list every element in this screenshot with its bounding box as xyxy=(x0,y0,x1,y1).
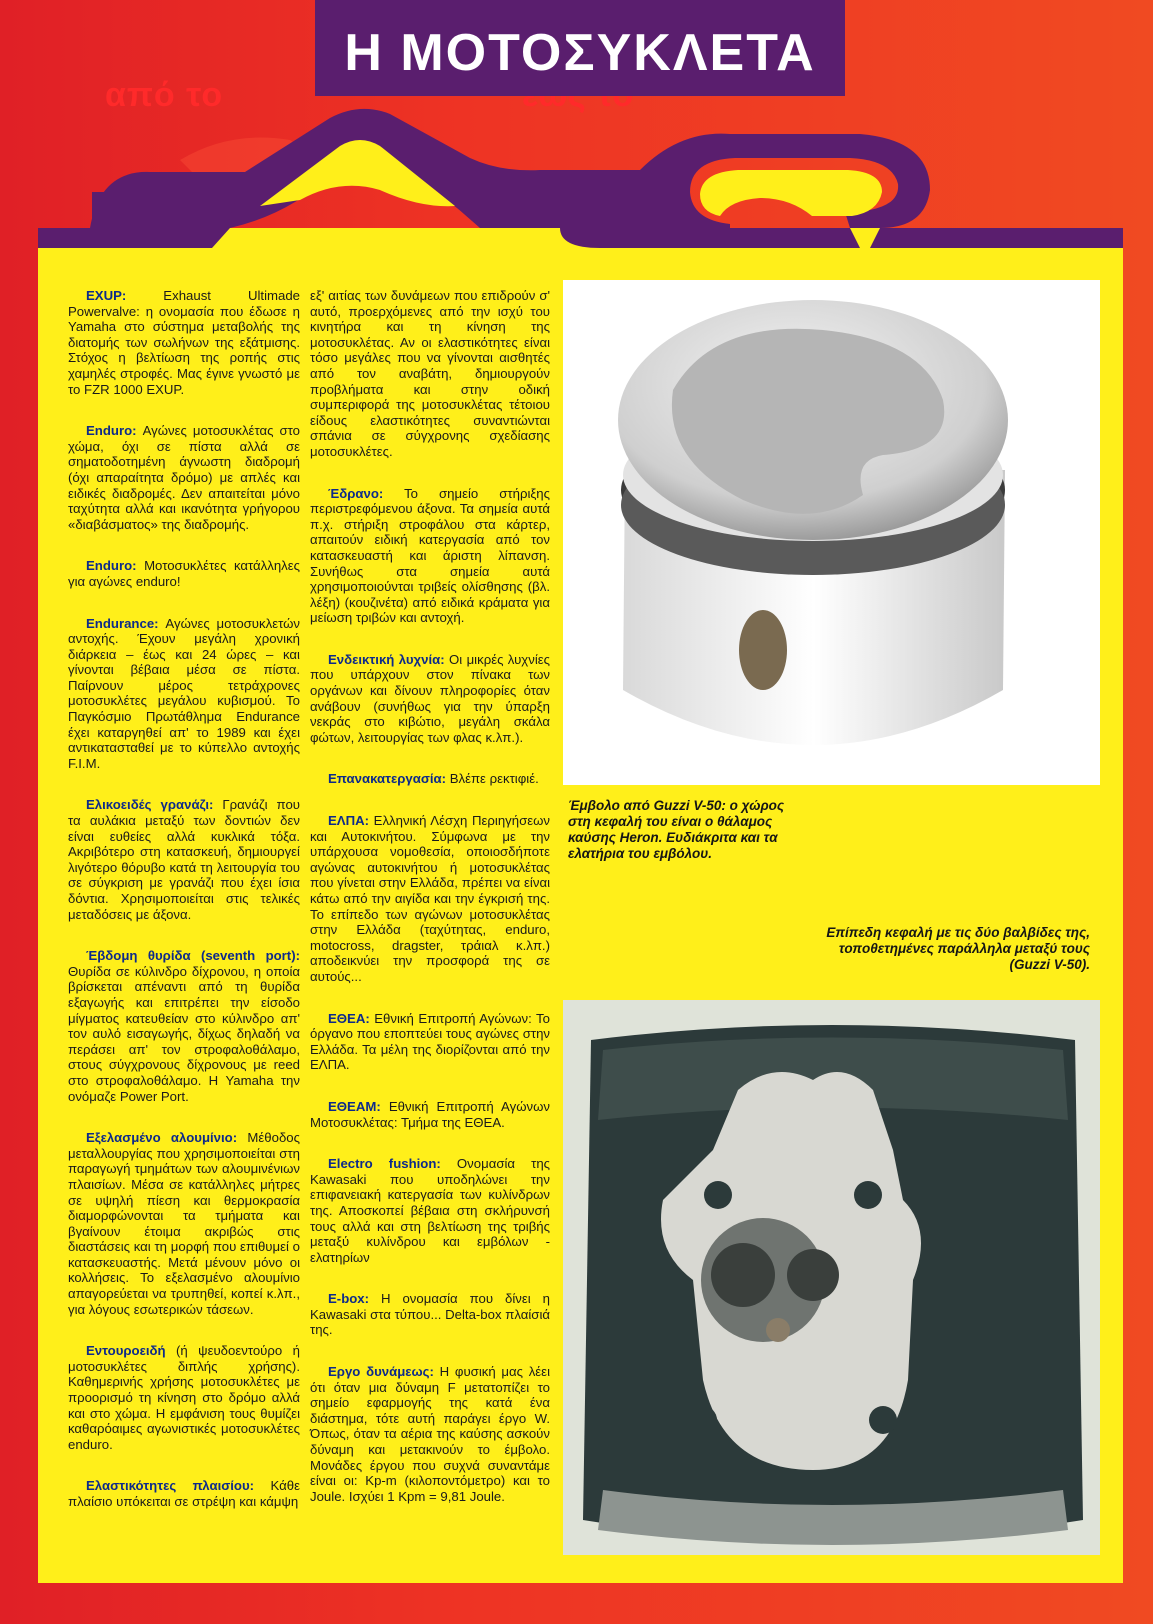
glossary-term: Electro fushion: xyxy=(328,1156,441,1172)
glossary-term: Ελαστικότητες πλαισίου: xyxy=(86,1478,255,1494)
piston-photo xyxy=(563,280,1100,785)
glossary-entry xyxy=(310,771,550,787)
glossary-definition: Η ονομασία που δίνει η Kawasaki στα τύπου... Delta-box πλαίσιά της. xyxy=(310,1291,550,1338)
piston-illustration xyxy=(563,280,1100,785)
glossary-definition: Θυρίδα σε κύλινδρο δίχρονου, η οποία βρίσκεται απέναντι από τη θυρίδα εξαγωγής και επιτρέπει την είσοδο μίγματος κατευθείαν στο κύλινδρο απ' τον αυλό εισαγωγής, δίχως δηλαδή να περάσει απ' τον στροφαλοθάλαμο, στους σύγχρονους δίχρονους με reed στο στροφαλοθάλαμο. Η Yamaha την ονόμαζε Power Port. xyxy=(68,963,300,1104)
glossary-definition: Η φυσική μας λέει ότι όταν μια δύναμη F μετατοπίζει το σημείο εφαρμογής της κατά ένα διάστημα, τότε αυτή παράγει έργο W. Όπως, όταν τα αέρια της καύσης ασκούν δύναμη και μετακινούν το έμβολο. Μονάδες έργου που συχνά συναντάμε είναι οι: Kp-m (κιλοποντόμετρο) και το Joule. Ισχύει 1 Kpm = 9,81 Joule. xyxy=(310,1364,550,1504)
glossary-term: Enduro: xyxy=(86,423,137,439)
glossary-definition: Ελληνική Λέσχη Περιηγήσεων και Αυτοκινήτου. Σύμφωνα με την υπάρχουσα νομοθεσία, οποιοσδήποτε αγώνας αυτοκινήτου ή μοτοσυκλέτας που γίνεται στην Ελλάδα, πρέπει να είναι κάτω από την αιγίδα και την έγκρισή της. Το επίπεδο των αγώνων μοτοσυκλέτας στην Ελλάδα (ταχύτητας, enduro, motocross, dragster, τράιαλ κ.λπ.) αποδεικνύει την προσφορά της σε αυτούς... xyxy=(310,813,550,984)
glossary-entry xyxy=(310,1011,550,1073)
glossary-term: Έδρανο: xyxy=(328,485,384,501)
glossary-term: Ελικοειδές γρανάζι: xyxy=(86,797,214,813)
glossary-definition: Βλέπε ρεκτιφιέ. xyxy=(446,771,539,787)
title-banner xyxy=(315,0,845,96)
glossary-definition: Οι μικρές λυχνίες που υπάρχουν στον πίνακα των οργάνων και δίνουν πληροφορίες όταν ανάβουν (συνήθως για την ύπαρξη νεκράς στο κιβώτιο, μεγάλη σκάλα φώτων, λειτουργίας των φλας κ.λπ.). xyxy=(310,651,550,745)
glossary-definition: Γρανάζι που τα αυλάκια μεταξύ των δοντιών δεν είναι ευθείες αλλά κυκλικά τόξα. Ακριβότερο στη κατασκευή, δημιουργεί λιγότερο θόρυβο κατά τη λειτουργία του σε σύγκριση με γρανάζι που έχει ίσια δόντια. Χρησιμοποιείται στις τελικές μεταδόσεις με άξονα. xyxy=(68,797,300,922)
ribbon-band-mid xyxy=(730,228,860,248)
cylinder-head-illustration xyxy=(563,1000,1100,1555)
glossary-entry xyxy=(68,423,300,532)
glossary-entry xyxy=(68,1343,300,1452)
glossary-term: Endurance: xyxy=(86,615,159,631)
piston-caption: Έμβολο από Guzzi V-50: ο χώρος στη κεφαλή του είναι ο θάλαμος καύσης Heron. Ευδιάκριτα και τα ελατήρια του εμβόλου. xyxy=(568,798,785,861)
glossary-entry xyxy=(310,813,550,985)
stud-hole-2 xyxy=(854,1181,882,1209)
glossary-definition: Ονομασία της Kawasaki που υποδηλώνει την επιφανειακή κατεργασία των κυλίνδρων της. Αποσκοπεί βέβαια στη σκλήρυνσή τους αλλά και στη βελτίωση της τριβής μεταξύ κυλίνδρου και εμβόλων - ελατηρίων xyxy=(310,1156,551,1265)
glossary-term: E-box: xyxy=(328,1291,370,1307)
glossary-term: EXUP: xyxy=(86,288,127,303)
glossary-entry xyxy=(310,288,550,460)
glossary-definition: Exhaust Ultimade Powervalve: η ονομασία που έδωσε η Yamaha στο σύστημα μεταβολής της διατομής των σωλήνων της εξάτμισης. Στόχος η βελτίωση της ροπής στις χαμηλές στροφές. Μας έγινε γνωστό με το FZR 1000 EXUP. xyxy=(68,288,300,397)
intake-valve-seat xyxy=(711,1243,775,1307)
glossary-term: Εργο δυνάμεως: xyxy=(328,1364,434,1380)
stud-hole-1 xyxy=(704,1181,732,1209)
glossary-entry xyxy=(68,558,300,589)
glossary-term: ΕΛΠΑ: xyxy=(328,813,370,829)
glossary-definition: (ή ψευδοεντούρο ή μοτοσυκλέτες διπλής χρήσης). Καθημερινής χρήσης μοτοσυκλέτες με προορισμό τη κίνηση στο δρόμο αλλά και στο χώμα. Η εμφάνιση τους θυμίζει καθαρόαιμες αγωνιστικές μοτοσυκλέτες enduro. xyxy=(68,1343,300,1452)
glossary-term: Enduro: xyxy=(86,558,137,574)
glossary-entry xyxy=(68,1478,300,1509)
glossary-entry xyxy=(310,1364,550,1504)
glossary-entry xyxy=(68,948,300,1104)
piston-pin-bore xyxy=(739,610,787,690)
glossary-definition: Εθνική Επιτροπή Αγώνων Μοτοσυκλέτας: Τμήμα της ΕΘΕΑ. xyxy=(310,1098,550,1130)
from-label: από το xyxy=(105,76,224,114)
spark-plug-hole xyxy=(766,1318,790,1342)
glossary-entry xyxy=(310,1156,550,1265)
glossary-entry xyxy=(68,1130,300,1317)
glossary-entry xyxy=(68,288,300,397)
glossary-term: Εντουροειδή xyxy=(86,1343,166,1359)
omega-shape xyxy=(700,170,882,216)
alpha-omega-ribbon xyxy=(0,100,1153,290)
glossary-entry xyxy=(310,1291,550,1338)
stud-hole-3 xyxy=(689,1406,717,1434)
glossary-term: Εξελασμένο αλουμίνιο: xyxy=(86,1130,238,1146)
exhaust-valve-seat xyxy=(787,1249,839,1301)
glossary-term: Ενδεικτική λυχνία: xyxy=(328,651,445,667)
page-title: Η ΜΟΤΟΣΥΚΛΕΤΑ xyxy=(344,24,816,82)
glossary-term: Επανακατεργασία: xyxy=(328,771,447,787)
glossary-definition: Αγώνες μοτοσυκλέτας στο χώμα, όχι σε πίστα αλλά σε σηματοδοτημένη άγνωστη διαδρομή (όχι απαραίτητα δρόμο) με απλές και ειδικές διαδρομές. Δεν απαιτείται μόνο ταχύτητα αλλά και ικανότητα γρήγορου «διαβάσματος» της διαδρομής. xyxy=(68,423,300,532)
glossary-entry xyxy=(310,1099,550,1130)
glossary-definition: Μοτοσυκλέτες κατάλληλες για αγώνες enduro! xyxy=(68,558,300,589)
glossary-term: Έβδομη θυρίδα (seventh port): xyxy=(86,948,300,964)
ribbon-band-right xyxy=(870,228,1123,248)
text-column-1 xyxy=(68,288,300,1536)
glossary-definition: Εθνική Επιτροπή Αγώνων: Το όργανο που εποπτεύει τους αγώνες στην Ελλάδα. Τα μέλη της διορίζονται από την ΕΛΠΑ. xyxy=(310,1010,550,1073)
glossary-definition: Το σημείο στήριξης περιστρεφόμενου άξονα. Τα σημεία αυτά π.χ. στήριξη στροφάλου στα κάρτερ, απαιτούν ειδική κατεργασία από τον κατασκευαστή και άριστη λίπανση. Συνήθως στα σημεία αυτά χρησιμοποιούνται τριβείς ολίσθησης (βλ. λέξη) (κουζινέτα) από ειδικά κράματα για μείωση τριβών και αντοχή. xyxy=(310,485,550,626)
glossary-term: ΕΘΕΑ: xyxy=(328,1010,370,1026)
text-column-2 xyxy=(310,288,550,1530)
glossary-definition: Αγώνες μοτοσυκλετών αντοχής. Έχουν μεγάλη χρονική διάρκεια – έως και 24 ώρες – και γίνονται βέβαια μέσα σε πίστα. Παίρνουν μέρος τετράχρονες μοτοσυκλέτες μεγάλου κυβισμού. Το Παγκόσμιο Πρωτάθλημα Endurance έχει καταργηθεί απ' το 1989 και έχει αντικατασταθεί με το κύπελλο αντοχής F.I.M. xyxy=(68,615,300,771)
cylinder-head-caption: Επίπεδη κεφαλή με τις δύο βαλβίδες της, τοποθετημένες παράλληλα μεταξύ τους (Guzzi V-50). xyxy=(826,925,1090,972)
glossary-term: ΕΘΕΑΜ: xyxy=(328,1098,381,1114)
glossary-entry xyxy=(68,797,300,922)
glossary-definition: Μέθοδος μεταλλουργίας που χρησιμοποιείται στη παραγωγή τμημάτων των αλουμινένιων πλαισίων. Μέσα σε κατάλληλες μήτρες σε υψηλή πίεση και θερμοκρασία διαμορφώνονται τα τμήματα και βγαίνουν έτοιμα ακριβώς στις διαστάσεις και τη μορφή που επιθυμεί ο κατασκευαστής. Μετά μένουν μόνο οι κολλήσεις. Το εξελασμένο αλουμίνιο απαγορεύεται να τρυπηθεί, κοπεί κ.λπ., για λόγους εσωτερικών τάσεων. xyxy=(68,1130,300,1317)
cylinder-head-photo xyxy=(563,1000,1100,1555)
glossary-entry xyxy=(68,616,300,772)
ribbon-label-bg-right xyxy=(500,192,640,224)
stud-hole-4 xyxy=(869,1406,897,1434)
glossary-entry xyxy=(310,652,550,746)
ribbon-label-bg-left xyxy=(92,192,238,224)
glossary-entry xyxy=(310,486,550,626)
glossary-definition: εξ' αιτίας των δυνάμεων που επιδρούν σ' αυτό, προερχόμενες από την ισχύ του κινητήρα και τη κίνηση της μοτοσυκλέτας. Αν οι ελαστικότητες είναι τόσο μεγάλες που να γίνονται αισθητές από τον αναβάτη, δημιουργούν προβλήματα και στην οδική συμπεριφορά της μοτοσυκλέτας τέτοιου είδους ελαστικότητες συναντιώνται σπάνια σε σύγχρονης σχεδίασης μοτοσυκλέτες. xyxy=(310,288,550,459)
glossary-definition: Κάθε πλαίσιο υπόκειται σε στρέψη και κάμψη xyxy=(68,1478,301,1509)
